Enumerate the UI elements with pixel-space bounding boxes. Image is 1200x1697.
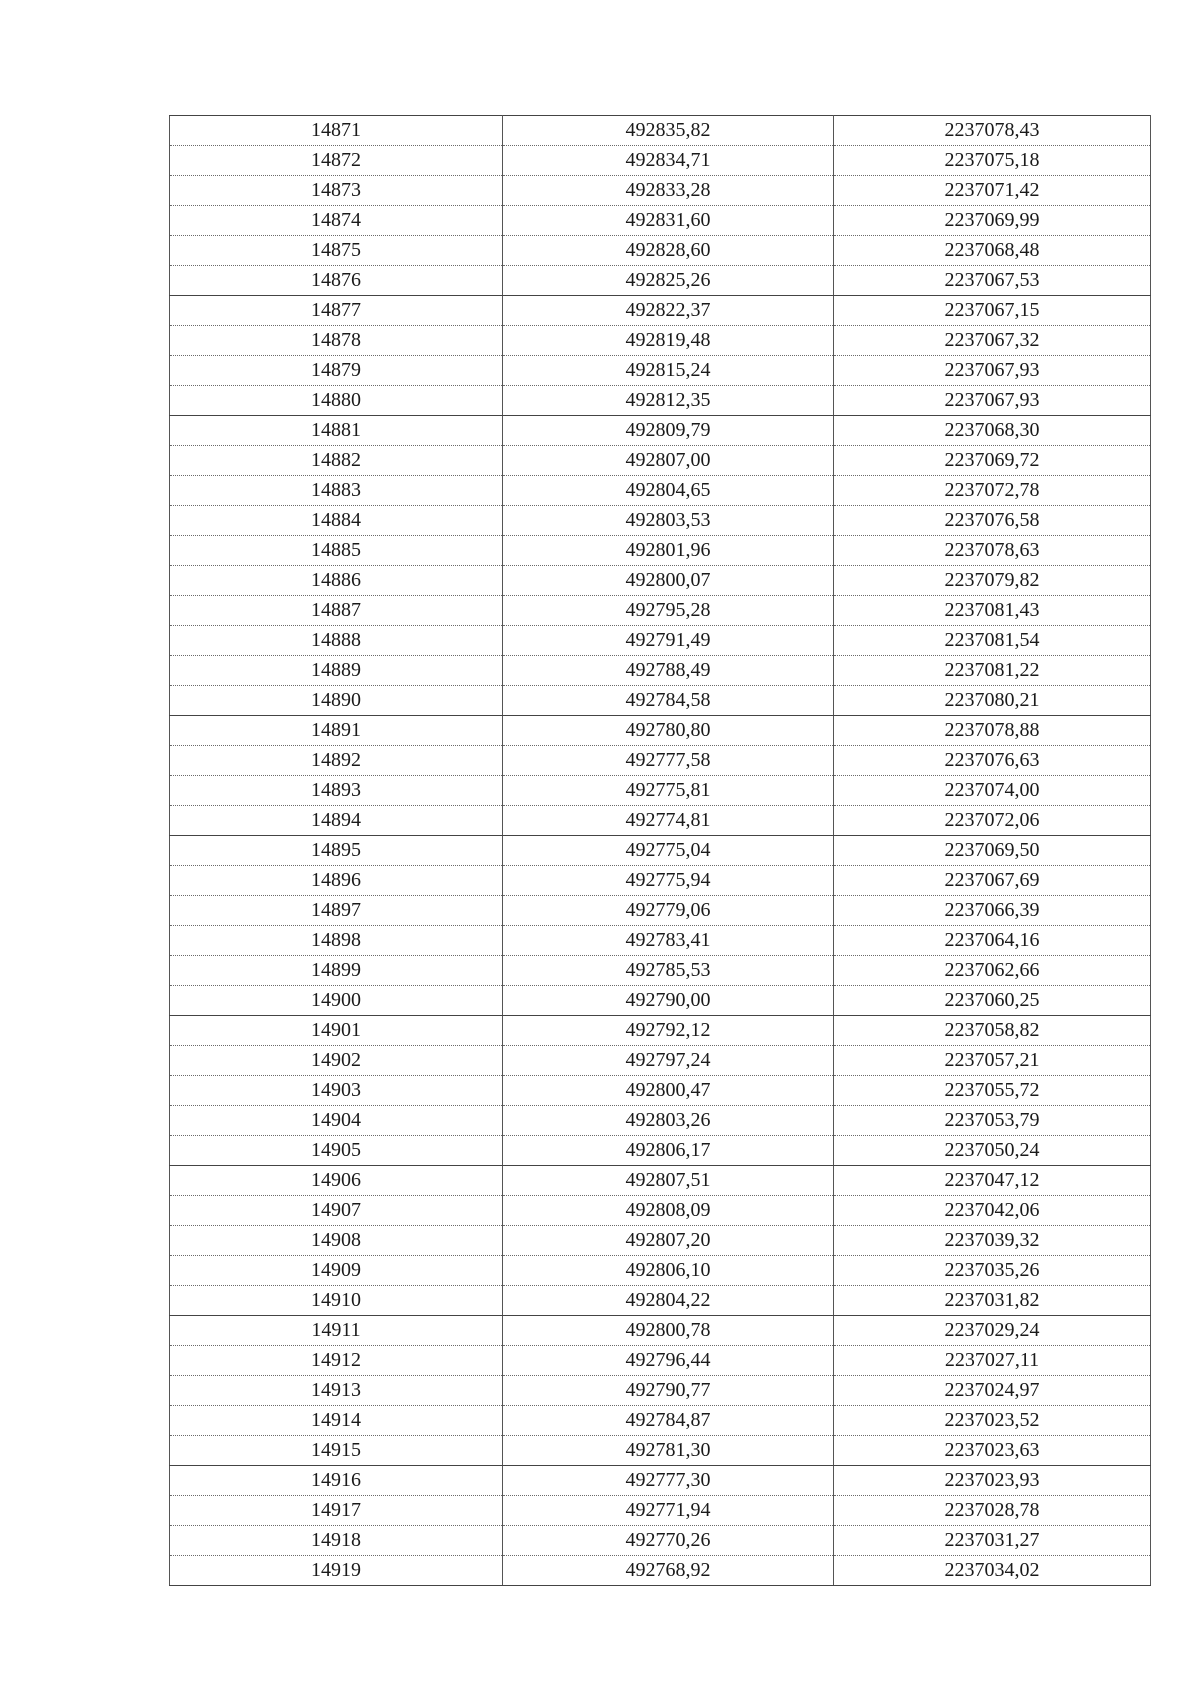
point-number-cell: 14911	[170, 1316, 503, 1346]
y-coordinate-cell: 2237034,02	[834, 1556, 1151, 1586]
table-row	[170, 926, 1151, 956]
table-row	[170, 1046, 1151, 1076]
table-row	[170, 1466, 1151, 1496]
point-number-cell: 14885	[170, 536, 503, 566]
point-number-cell: 14902	[170, 1046, 503, 1076]
y-coordinate-cell: 2237050,24	[834, 1136, 1151, 1166]
y-coordinate-cell: 2237068,30	[834, 416, 1151, 446]
point-number-cell: 14893	[170, 776, 503, 806]
point-number-cell: 14916	[170, 1466, 503, 1496]
table-row	[170, 1106, 1151, 1136]
point-number-cell: 14917	[170, 1496, 503, 1526]
point-number-cell: 14877	[170, 296, 503, 326]
x-coordinate-cell: 492803,53	[503, 506, 834, 536]
x-coordinate-cell: 492785,53	[503, 956, 834, 986]
x-coordinate-cell: 492790,77	[503, 1376, 834, 1406]
point-number-cell: 14872	[170, 146, 503, 176]
x-coordinate-cell: 492790,00	[503, 986, 834, 1016]
y-coordinate-cell: 2237068,48	[834, 236, 1151, 266]
x-coordinate-cell: 492800,07	[503, 566, 834, 596]
table-row	[170, 1226, 1151, 1256]
point-number-cell: 14900	[170, 986, 503, 1016]
y-coordinate-cell: 2237072,78	[834, 476, 1151, 506]
x-coordinate-cell: 492770,26	[503, 1526, 834, 1556]
x-coordinate-cell: 492804,22	[503, 1286, 834, 1316]
x-coordinate-cell: 492779,06	[503, 896, 834, 926]
y-coordinate-cell: 2237067,53	[834, 266, 1151, 296]
point-number-cell: 14894	[170, 806, 503, 836]
x-coordinate-cell: 492822,37	[503, 296, 834, 326]
x-coordinate-cell: 492783,41	[503, 926, 834, 956]
table-row	[170, 116, 1151, 146]
point-number-cell: 14914	[170, 1406, 503, 1436]
table-row	[170, 1556, 1151, 1586]
table-row	[170, 956, 1151, 986]
y-coordinate-cell: 2237047,12	[834, 1166, 1151, 1196]
x-coordinate-cell: 492835,82	[503, 116, 834, 146]
point-number-cell: 14888	[170, 626, 503, 656]
table-row	[170, 1136, 1151, 1166]
y-coordinate-cell: 2237031,27	[834, 1526, 1151, 1556]
x-coordinate-cell: 492808,09	[503, 1196, 834, 1226]
point-number-cell: 14898	[170, 926, 503, 956]
x-coordinate-cell: 492771,94	[503, 1496, 834, 1526]
y-coordinate-cell: 2237028,78	[834, 1496, 1151, 1526]
y-coordinate-cell: 2237042,06	[834, 1196, 1151, 1226]
table-row	[170, 1286, 1151, 1316]
x-coordinate-cell: 492768,92	[503, 1556, 834, 1586]
point-number-cell: 14901	[170, 1016, 503, 1046]
table-row	[170, 236, 1151, 266]
table-row	[170, 206, 1151, 236]
y-coordinate-cell: 2237078,43	[834, 116, 1151, 146]
y-coordinate-cell: 2237081,54	[834, 626, 1151, 656]
x-coordinate-cell: 492806,10	[503, 1256, 834, 1286]
x-coordinate-cell: 492797,24	[503, 1046, 834, 1076]
table-row	[170, 1016, 1151, 1046]
point-number-cell: 14919	[170, 1556, 503, 1586]
x-coordinate-cell: 492807,20	[503, 1226, 834, 1256]
y-coordinate-cell: 2237069,99	[834, 206, 1151, 236]
x-coordinate-cell: 492804,65	[503, 476, 834, 506]
table-row	[170, 626, 1151, 656]
x-coordinate-cell: 492777,58	[503, 746, 834, 776]
table-row	[170, 1166, 1151, 1196]
x-coordinate-cell: 492788,49	[503, 656, 834, 686]
point-number-cell: 14887	[170, 596, 503, 626]
point-number-cell: 14884	[170, 506, 503, 536]
x-coordinate-cell: 492803,26	[503, 1106, 834, 1136]
point-number-cell: 14903	[170, 1076, 503, 1106]
y-coordinate-cell: 2237069,72	[834, 446, 1151, 476]
point-number-cell: 14896	[170, 866, 503, 896]
point-number-cell: 14882	[170, 446, 503, 476]
x-coordinate-cell: 492800,78	[503, 1316, 834, 1346]
y-coordinate-cell: 2237069,50	[834, 836, 1151, 866]
point-number-cell: 14875	[170, 236, 503, 266]
table-row	[170, 326, 1151, 356]
y-coordinate-cell: 2237031,82	[834, 1286, 1151, 1316]
point-number-cell: 14881	[170, 416, 503, 446]
point-number-cell: 14915	[170, 1436, 503, 1466]
x-coordinate-cell: 492819,48	[503, 326, 834, 356]
table-row	[170, 1496, 1151, 1526]
point-number-cell: 14908	[170, 1226, 503, 1256]
x-coordinate-cell: 492831,60	[503, 206, 834, 236]
y-coordinate-cell: 2237067,93	[834, 356, 1151, 386]
y-coordinate-cell: 2237023,52	[834, 1406, 1151, 1436]
table-row	[170, 1346, 1151, 1376]
x-coordinate-cell: 492775,04	[503, 836, 834, 866]
y-coordinate-cell: 2237024,97	[834, 1376, 1151, 1406]
point-number-cell: 14918	[170, 1526, 503, 1556]
y-coordinate-cell: 2237081,43	[834, 596, 1151, 626]
y-coordinate-cell: 2237076,63	[834, 746, 1151, 776]
table-row	[170, 896, 1151, 926]
y-coordinate-cell: 2237060,25	[834, 986, 1151, 1016]
y-coordinate-cell: 2237027,11	[834, 1346, 1151, 1376]
x-coordinate-cell: 492828,60	[503, 236, 834, 266]
point-number-cell: 14876	[170, 266, 503, 296]
y-coordinate-cell: 2237039,32	[834, 1226, 1151, 1256]
table-row	[170, 986, 1151, 1016]
table-row	[170, 476, 1151, 506]
point-number-cell: 14878	[170, 326, 503, 356]
table-row	[170, 866, 1151, 896]
point-number-cell: 14909	[170, 1256, 503, 1286]
point-number-cell: 14910	[170, 1286, 503, 1316]
point-number-cell: 14873	[170, 176, 503, 206]
y-coordinate-cell: 2237066,39	[834, 896, 1151, 926]
point-number-cell: 14899	[170, 956, 503, 986]
table-row	[170, 1196, 1151, 1226]
table-row	[170, 1526, 1151, 1556]
table-row	[170, 1406, 1151, 1436]
y-coordinate-cell: 2237023,93	[834, 1466, 1151, 1496]
y-coordinate-cell: 2237074,00	[834, 776, 1151, 806]
x-coordinate-cell: 492792,12	[503, 1016, 834, 1046]
point-number-cell: 14895	[170, 836, 503, 866]
x-coordinate-cell: 492806,17	[503, 1136, 834, 1166]
x-coordinate-cell: 492809,79	[503, 416, 834, 446]
y-coordinate-cell: 2237035,26	[834, 1256, 1151, 1286]
x-coordinate-cell: 492833,28	[503, 176, 834, 206]
table-row	[170, 386, 1151, 416]
y-coordinate-cell: 2237055,72	[834, 1076, 1151, 1106]
point-number-cell: 14897	[170, 896, 503, 926]
y-coordinate-cell: 2237058,82	[834, 1016, 1151, 1046]
y-coordinate-cell: 2237023,63	[834, 1436, 1151, 1466]
y-coordinate-cell: 2237067,32	[834, 326, 1151, 356]
y-coordinate-cell: 2237062,66	[834, 956, 1151, 986]
x-coordinate-cell: 492795,28	[503, 596, 834, 626]
point-number-cell: 14907	[170, 1196, 503, 1226]
y-coordinate-cell: 2237053,79	[834, 1106, 1151, 1136]
y-coordinate-cell: 2237081,22	[834, 656, 1151, 686]
y-coordinate-cell: 2237078,63	[834, 536, 1151, 566]
y-coordinate-cell: 2237057,21	[834, 1046, 1151, 1076]
point-number-cell: 14890	[170, 686, 503, 716]
table-row	[170, 266, 1151, 296]
y-coordinate-cell: 2237079,82	[834, 566, 1151, 596]
point-number-cell: 14904	[170, 1106, 503, 1136]
table-row	[170, 566, 1151, 596]
x-coordinate-cell: 492807,00	[503, 446, 834, 476]
x-coordinate-cell: 492825,26	[503, 266, 834, 296]
table-row	[170, 596, 1151, 626]
y-coordinate-cell: 2237064,16	[834, 926, 1151, 956]
y-coordinate-cell: 2237029,24	[834, 1316, 1151, 1346]
point-number-cell: 14906	[170, 1166, 503, 1196]
table-row	[170, 716, 1151, 746]
y-coordinate-cell: 2237078,88	[834, 716, 1151, 746]
table-row	[170, 146, 1151, 176]
coordinates-table-body	[170, 116, 1151, 1586]
y-coordinate-cell: 2237076,58	[834, 506, 1151, 536]
x-coordinate-cell: 492784,58	[503, 686, 834, 716]
x-coordinate-cell: 492784,87	[503, 1406, 834, 1436]
coordinates-table	[169, 115, 1151, 1586]
table-row	[170, 776, 1151, 806]
table-row	[170, 1376, 1151, 1406]
table-row	[170, 686, 1151, 716]
table-row	[170, 176, 1151, 206]
y-coordinate-cell: 2237067,93	[834, 386, 1151, 416]
point-number-cell: 14912	[170, 1346, 503, 1376]
x-coordinate-cell: 492807,51	[503, 1166, 834, 1196]
x-coordinate-cell: 492812,35	[503, 386, 834, 416]
point-number-cell: 14913	[170, 1376, 503, 1406]
x-coordinate-cell: 492775,81	[503, 776, 834, 806]
table-row	[170, 506, 1151, 536]
y-coordinate-cell: 2237067,15	[834, 296, 1151, 326]
table-row	[170, 296, 1151, 326]
point-number-cell: 14889	[170, 656, 503, 686]
table-row	[170, 416, 1151, 446]
table-row	[170, 656, 1151, 686]
point-number-cell: 14891	[170, 716, 503, 746]
y-coordinate-cell: 2237071,42	[834, 176, 1151, 206]
table-row	[170, 1316, 1151, 1346]
point-number-cell: 14905	[170, 1136, 503, 1166]
point-number-cell: 14892	[170, 746, 503, 776]
table-row	[170, 446, 1151, 476]
x-coordinate-cell: 492834,71	[503, 146, 834, 176]
x-coordinate-cell: 492791,49	[503, 626, 834, 656]
y-coordinate-cell: 2237080,21	[834, 686, 1151, 716]
point-number-cell: 14874	[170, 206, 503, 236]
y-coordinate-cell: 2237072,06	[834, 806, 1151, 836]
y-coordinate-cell: 2237075,18	[834, 146, 1151, 176]
point-number-cell: 14880	[170, 386, 503, 416]
point-number-cell: 14886	[170, 566, 503, 596]
table-row	[170, 536, 1151, 566]
table-row	[170, 806, 1151, 836]
table-row	[170, 1436, 1151, 1466]
x-coordinate-cell: 492777,30	[503, 1466, 834, 1496]
x-coordinate-cell: 492800,47	[503, 1076, 834, 1106]
x-coordinate-cell: 492815,24	[503, 356, 834, 386]
point-number-cell: 14871	[170, 116, 503, 146]
table-row	[170, 746, 1151, 776]
x-coordinate-cell: 492774,81	[503, 806, 834, 836]
x-coordinate-cell: 492801,96	[503, 536, 834, 566]
table-row	[170, 1256, 1151, 1286]
x-coordinate-cell: 492796,44	[503, 1346, 834, 1376]
point-number-cell: 14883	[170, 476, 503, 506]
x-coordinate-cell: 492775,94	[503, 866, 834, 896]
table-row	[170, 356, 1151, 386]
x-coordinate-cell: 492780,80	[503, 716, 834, 746]
table-row	[170, 1076, 1151, 1106]
x-coordinate-cell: 492781,30	[503, 1436, 834, 1466]
point-number-cell: 14879	[170, 356, 503, 386]
table-row	[170, 836, 1151, 866]
y-coordinate-cell: 2237067,69	[834, 866, 1151, 896]
